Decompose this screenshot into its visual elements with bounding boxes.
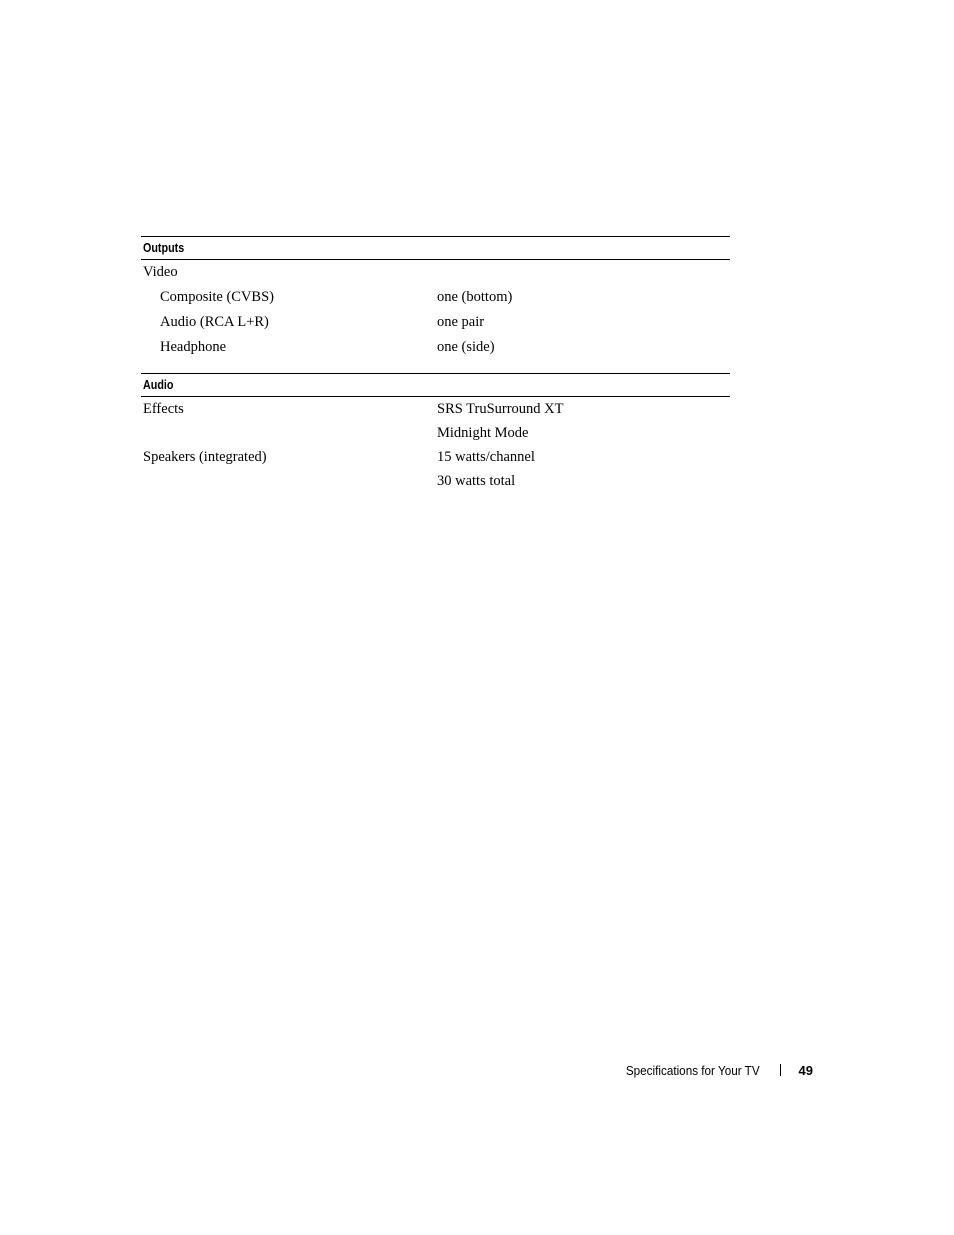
spec-value: one pair (437, 314, 485, 330)
spec-row-composite (141, 285, 730, 310)
section-heading-outputs (141, 236, 730, 260)
section-heading-label: Outputs (143, 241, 185, 255)
spec-label: Composite (CVBS) (160, 289, 274, 305)
spec-row-headphone (141, 335, 730, 360)
spec-value: 15 watts/channel (437, 448, 535, 465)
spec-label: Effects (143, 400, 184, 417)
spec-value: one (side) (437, 339, 495, 355)
section-heading-audio (141, 373, 730, 397)
spec-value: one (bottom) (437, 289, 513, 305)
spec-row-audio-rca (141, 310, 730, 335)
section-spacer (141, 360, 730, 373)
spec-label: Headphone (160, 339, 227, 355)
specifications-table (141, 236, 730, 493)
spec-row-speakers (141, 445, 730, 469)
spec-value: Midnight Mode (437, 424, 529, 441)
spec-label: Video (143, 264, 178, 280)
footer-chapter-title: Specifications for Your TV (625, 1062, 760, 1078)
spec-row-video (141, 260, 730, 285)
footer-separator (780, 1064, 781, 1076)
spec-value: SRS TruSurround XT (437, 400, 564, 417)
section-heading-label: Audio (143, 378, 174, 392)
spec-row-effects-cont (141, 421, 730, 445)
spec-row-effects (141, 397, 730, 421)
spec-row-speakers-cont (141, 469, 730, 493)
spec-label: Audio (RCA L+R) (160, 314, 269, 330)
spec-label: Speakers (integrated) (143, 448, 267, 465)
page-number: 49 (798, 1062, 813, 1078)
page-footer (611, 1061, 813, 1079)
spec-value: 30 watts total (437, 472, 516, 489)
